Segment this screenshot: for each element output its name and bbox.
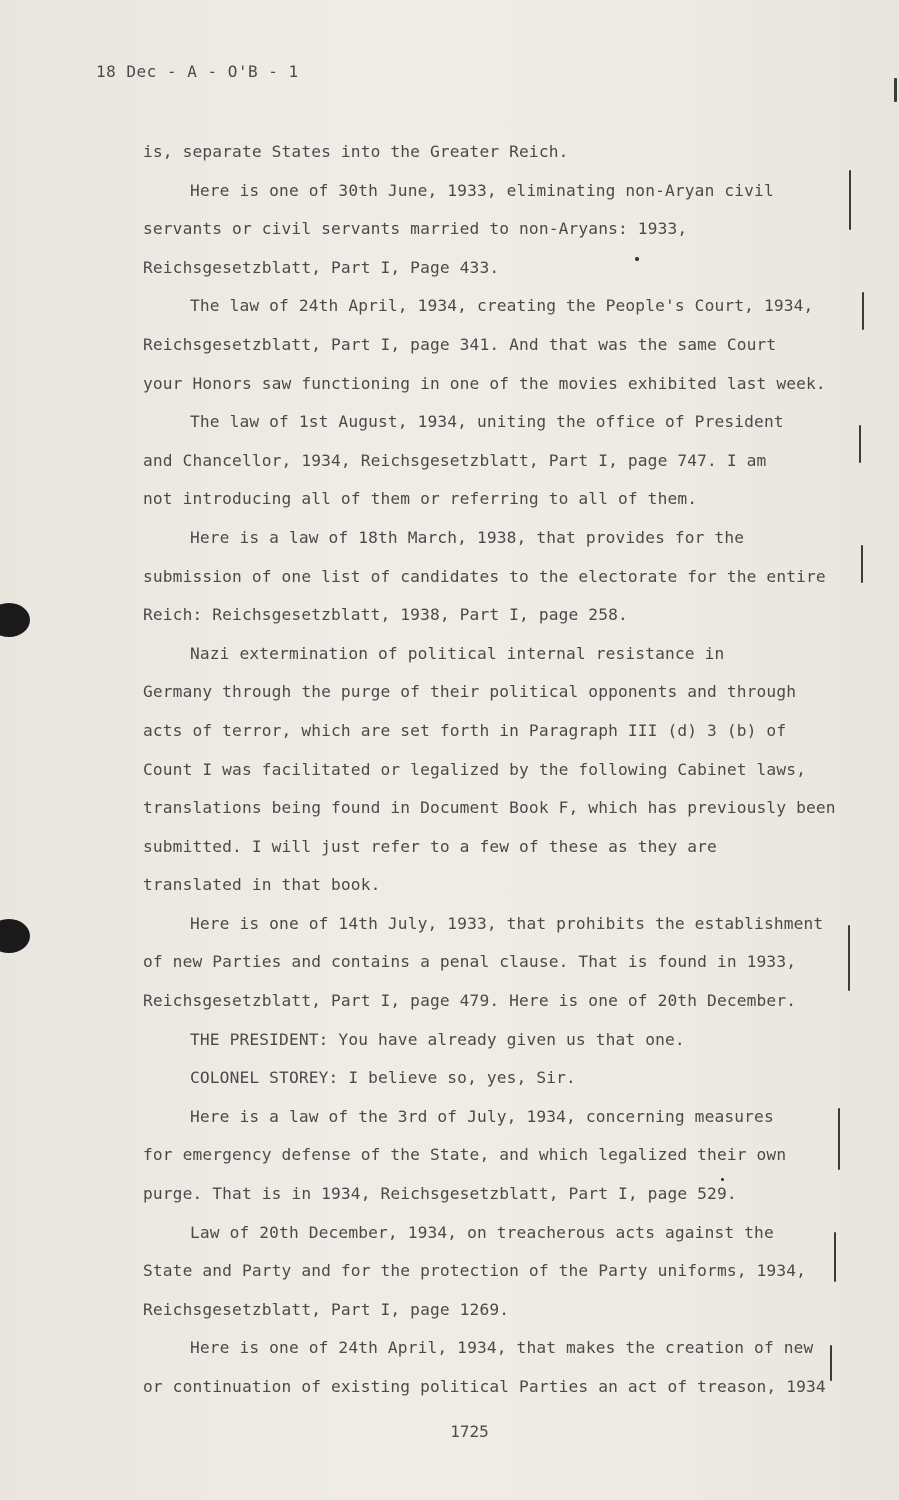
margin-mark <box>849 170 851 230</box>
page-header: 18 Dec - A - O'B - 1 <box>96 62 299 81</box>
text-line: THE PRESIDENT: You have already given us that one. <box>190 1029 685 1049</box>
text-line: Here is a law of the 3rd of July, 1934, concerning measures <box>190 1106 774 1126</box>
page-number: 1725 <box>450 1422 489 1441</box>
text-line: and Chancellor, 1934, Reichsgesetzblatt, Part I, page 747. I am <box>143 450 767 470</box>
text-line: Reich: Reichsgesetzblatt, 1938, Part I, page 258. <box>143 605 628 625</box>
edge-mark <box>894 78 897 102</box>
text-line: of new Parties and contains a penal clause. That is found in 1933, <box>143 952 797 972</box>
text-line: translated in that book. <box>143 875 381 895</box>
text-line: is, separate States into the Greater Reich. <box>143 142 569 161</box>
text-line: Here is one of 14th July, 1933, that prohibits the establishment <box>190 913 824 933</box>
margin-mark <box>848 925 850 991</box>
text-line: State and Party and for the protection of the Party uniforms, 1934, <box>143 1261 807 1281</box>
text-line: Nazi extermination of political internal resistance in <box>190 643 725 663</box>
text-line: servants or civil servants married to non-Aryans: 1933, <box>143 219 688 239</box>
text-line: submission of one list of candidates to the electorate for the entire <box>143 566 826 586</box>
text-line: submitted. I will just refer to a few of these as they are <box>143 836 717 856</box>
text-line: Here is one of 30th June, 1933, eliminating non-Aryan civil <box>190 180 774 200</box>
text-line: Reichsgesetzblatt, Part I, Page 433. <box>143 257 500 277</box>
text-line: COLONEL STOREY: I believe so, yes, Sir. <box>190 1068 576 1088</box>
text-line: acts of terror, which are set forth in Paragraph III (d) 3 (b) of <box>143 720 787 740</box>
margin-mark <box>859 425 861 463</box>
margin-mark <box>834 1232 836 1282</box>
margin-mark <box>838 1108 840 1170</box>
text-line: Count I was facilitated or legalized by the following Cabinet laws, <box>143 759 807 779</box>
text-line: Germany through the purge of their political opponents and through <box>143 682 797 702</box>
text-line: or continuation of existing political Parties an act of treason, 1934 <box>143 1377 826 1396</box>
text-line: Reichsgesetzblatt, Part I, page 479. Here is one of 20th December. <box>143 991 797 1011</box>
margin-mark <box>862 292 864 330</box>
text-line: Reichsgesetzblatt, Part I, page 341. And that was the same Court <box>143 334 777 354</box>
document-body <box>143 138 836 1412</box>
text-line: for emergency defense of the State, and which legalized their own <box>143 1145 787 1165</box>
margin-mark <box>861 545 863 583</box>
punch-hole-top <box>0 603 30 637</box>
text-line: purge. That is in 1934, Reichsgesetzblatt, Part I, page 529. <box>143 1184 737 1204</box>
text-line: Here is a law of 18th March, 1938, that provides for the <box>190 527 745 547</box>
text-line: Law of 20th December, 1934, on treacherous acts against the <box>190 1222 774 1242</box>
text-line: Reichsgesetzblatt, Part I, page 1269. <box>143 1299 510 1319</box>
text-line: The law of 1st August, 1934, uniting the office of President <box>190 412 784 432</box>
text-line: The law of 24th April, 1934, creating the People's Court, 1934, <box>190 296 814 316</box>
text-line: Here is one of 24th April, 1934, that makes the creation of new <box>190 1338 814 1358</box>
text-line: your Honors saw functioning in one of the movies exhibited last week. <box>143 373 826 393</box>
punch-hole-bottom <box>0 919 30 953</box>
text-line: translations being found in Document Book F, which has previously been <box>143 798 836 818</box>
text-line: not introducing all of them or referring to all of them. <box>143 489 698 509</box>
